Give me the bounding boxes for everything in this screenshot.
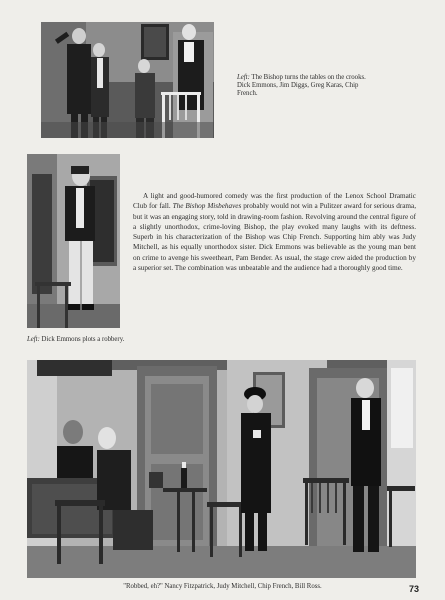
photo-bishop-turns-tables [41, 22, 214, 138]
caption-text: The Bishop turns the tables on the crooks. Dick Emmons, Jim Diggs, Greg Karas, Chip French. [237, 74, 366, 98]
caption-lead: Left: [237, 74, 250, 81]
article-body [133, 191, 416, 273]
photo-dick-emmons [27, 154, 120, 328]
caption-text: "Robbed, eh?" Nancy Fitzpatrick, Judy Mitchell, Chip French, Bill Ross. [123, 583, 322, 590]
caption-lead: Left: [27, 336, 40, 343]
caption-text: Dick Emmons plots a robbery. [39, 336, 125, 343]
body-part-1: A light and good-humored comedy was the first production of the Lenox School Dramatic Club for fall. [133, 192, 416, 211]
caption-middle-photo [27, 336, 227, 344]
caption-bottom-photo [0, 583, 445, 591]
page-number: 73 [408, 584, 419, 594]
photo-robbed-eh [27, 360, 416, 578]
caption-top-photo [237, 74, 377, 99]
play-title: The Bishop Misbehaves [172, 202, 242, 211]
body-part-2: probably would not win a Pulitzer award for serious drama, but it was an engaging story, told in drawing-room fashion. Revolving around the central figure of a slightly unorthodox, crime-loving Bishop, the play evoked many laughs with its deftness. Superb in his characterization of the Bishop was Chip French. Supporting him ably was Judy Mitchell, as his equally unorthodox sister. Dick Emmons was believable as the young man bent on crime to avenge his sweetheart, Pam Bender. As usual, the stage crew aided the production by a superior set. The combination was unbeatable and the audience had a thoroughly good time. [133, 202, 416, 273]
